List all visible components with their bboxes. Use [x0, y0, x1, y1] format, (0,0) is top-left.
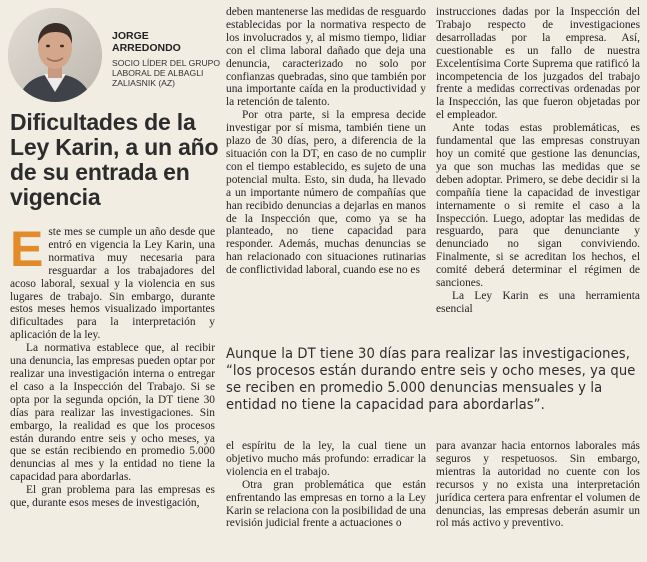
- author-photo: [8, 8, 102, 102]
- body-column-3: [436, 6, 640, 316]
- author-block: [4, 6, 221, 106]
- body-column-2-continued: [226, 440, 426, 530]
- article-headline: Dificultades de la Ley Karin, a un año de su entrada en vigencia: [10, 109, 219, 210]
- dropcap: E: [10, 221, 44, 277]
- author-portrait-icon: [8, 8, 102, 102]
- body-column-3-continued: [436, 440, 640, 530]
- body-paragraph: Ante todas estas problemáticas, es fundamental que las empresas construyan hoy un comité que gestione las denuncias, ya que son muchas las medidas que se deben adoptar. Primero, se debe decidir si la compañía tiene la capacidad de investigar internamente o si remite el caso a la Inspección. Luego, adoptar las medidas de resguardo, para que denunciante y denunciado no sigan conviviendo. Finalmente, si se acreditan los hechos, el comité deberá determinar el régimen de sanciones.: [436, 122, 640, 290]
- body-paragraph: La Ley Karin es una herramienta esencial: [436, 289, 640, 315]
- body-paragraph: Por otra parte, si la empresa decide investigar por sí misma, también tiene un plazo de 30 días, pero, a diferencia de la situación con la DT, en caso de no cumplir con el tiempo establecido, es sujeto de una potencial multa. Esto, sin duda, ha llevado a un importante número de compañías que han recibido denuncias a dejarlas en manos de la Inspección que, como ya se ha planteado, no tiene capacidad para responder. Además, muchas denuncias se han relacionado con situaciones rutinarias de conflictividad laboral, cuando ese no es: [226, 109, 426, 277]
- body-paragraph: para avanzar hacia entornos laborales más seguros y respetuosos. Sin embargo, mientras la autoridad no cuente con los recursos y no exista una interpretación jurídica certera para enfrentar el volumen de denuncias, las empresas deberán asumir un rol más activo y preventivo.: [436, 440, 640, 530]
- paragraph-text: ste mes se cumple un año desde que entró en vigencia la Ley Karin, una normativa muy necesaria para resguardar a los trabajadores del acoso laboral, sexual y la violencia en sus lugares de trabajo. Sin embargo, durante estos meses hemos visualizado importantes dificultades para la interpretación y aplicación de la ley.: [10, 226, 215, 342]
- body-paragraph: [10, 221, 215, 342]
- body-column-2: [226, 6, 426, 277]
- author-name: [112, 30, 222, 54]
- body-paragraph: el espíritu de la ley, la cual tiene un objetivo mucho más profundo: erradicar la violencia en el trabajo.: [226, 440, 426, 478]
- body-paragraph: instrucciones dadas por la Inspección del Trabajo respecto de investigaciones desarrolladas por la empresa. Así, cuestionable es un fallo de nuestra Excelentísima Corte Suprema que ratificó la incompetencia de los juzgados del trabajo frente a medidas correctivas ordenadas por la Inspección, las que fueron objetadas por el empleador.: [436, 6, 640, 122]
- body-paragraph: Otra gran problemática que están enfrentando las empresas en torno a la Ley Karin se relaciona con la posibilidad de una revisión judicial frente a actuaciones o: [226, 478, 426, 530]
- pull-quote: Aunque la DT tiene 30 días para realizar las investigaciones, “los procesos están durando entre seis y ocho meses, ya que se reciben en promedio 5.000 denuncias mensuales y la entidad no tiene la capacidad para abordarlas”.: [226, 345, 636, 413]
- body-paragraph: deben mantenerse las medidas de resguardo establecidas por la normativa respecto de los involucrados y, al mismo tiempo, lidiar con el clima laboral dañado que deja una denuncia, caracterizado no solo por confianzas quebradas, sino que también por una importante caída en la productividad y la retención de talento.: [226, 6, 426, 109]
- body-paragraph: La normativa establece que, al recibir una denuncia, las empresas pueden optar por realizar una investigación interna o entregar el caso a la Inspección del Trabajo. Si se opta por la segunda opción, la DT tiene 30 días para realizar las investigaciones. Sin embargo, la realidad es que los procesos están durando entre seis y ocho meses, ya que se están recibiendo en promedio 5.000 denuncias al mes y la entidad no tiene la capacidad para abordarlas.: [10, 342, 215, 484]
- body-paragraph: El gran problema para las empresas es que, durante esos meses de investigación,: [10, 484, 215, 510]
- author-first-name: JORGE: [112, 30, 149, 42]
- author-last-name: ARREDONDO: [112, 42, 181, 54]
- body-column-1: [10, 221, 215, 510]
- author-role: SOCIO LÍDER DEL GRUPO LABORAL DE ALBAGLI ZALIASNIK (AZ): [112, 58, 221, 88]
